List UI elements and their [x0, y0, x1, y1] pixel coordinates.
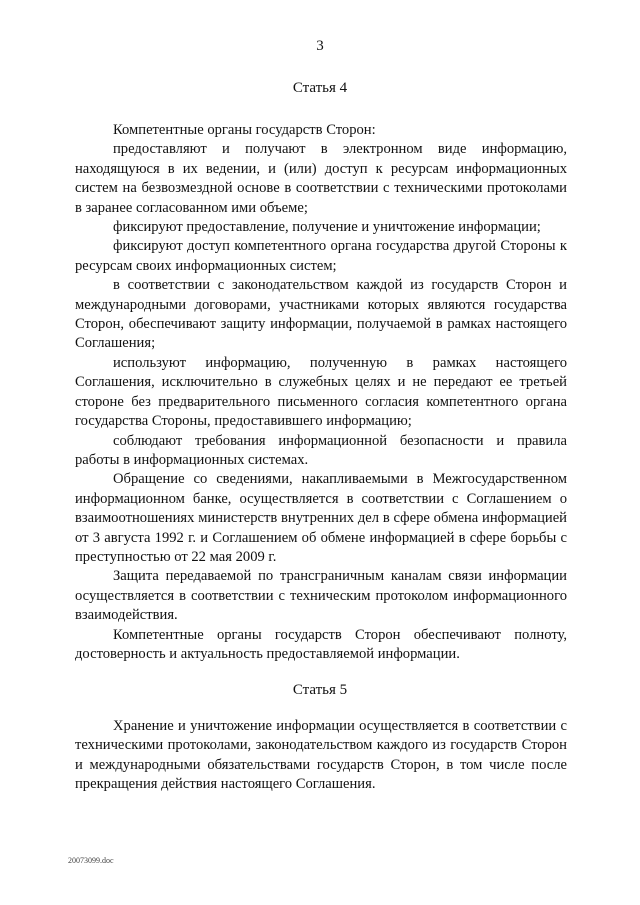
- document-file-code: 20073099.doc: [68, 856, 114, 865]
- article-5-body: [75, 717, 567, 795]
- article-5-heading: Статья 5: [292, 682, 348, 698]
- article-5-paragraph: Хранение и уничтожение информации осуществляется в соответствии с техническими протоколами, законодательством каждого из государств Сторон и международными обязательствами государств Сторон, в том числе после прекращения действия настоящего Соглашения.: [75, 718, 567, 793]
- article-4-paragraph: фиксируют доступ компетентного органа государства другой Стороны к ресурсам своих информационных систем;: [75, 238, 567, 274]
- article-4-body: [75, 121, 567, 664]
- article-4-paragraph: предоставляют и получают в электронном виде информацию, находящуюся в их ведении, и (или) доступ к ресурсам информационных систем на безвозмездной основе в соответствии с техническими протоколами в заранее согласованном ими объеме;: [75, 141, 567, 216]
- article-4-paragraph: Компетентные органы государств Сторон обеспечивают полноту, достоверность и актуальность предоставляемой информации.: [75, 626, 567, 662]
- article-4-heading: Статья 4: [292, 80, 348, 96]
- article-4-paragraph: Обращение со сведениями, накапливаемыми в Межгосударственном информационном банке, осуществляется в соответствии с Соглашением о взаимоотношениях министерств внутренних дел в сфере обмена информацией от 3 августа 1992 г. и Соглашением об обмене информацией в сфере борьбы с преступностью от 22 мая 2009 г.: [75, 471, 567, 565]
- article-4-paragraph: Защита передаваемой по трансграничным каналам связи информации осуществляется в соответствии с техническим протоколом информационного взаимодействия.: [75, 568, 567, 624]
- article-4-paragraph: используют информацию, полученную в рамках настоящего Соглашения, исключительно в служебных целях и не передают ее третьей стороне без предварительного письменного согласия компетентного органа государства Стороны, предоставившего информацию;: [75, 354, 567, 430]
- page-number: 3: [316, 38, 324, 54]
- article-4-paragraph: в соответствии с законодательством каждой из государств Сторон и международными договорами, участниками которых являются государства Сторон, обеспечивают защиту информации, получаемой в рамках настоящего Соглашения;: [75, 277, 567, 352]
- article-4-paragraph: фиксируют предоставление, получение и уничтожение информации;: [113, 219, 541, 236]
- article-4-paragraph: соблюдают требования информационной безопасности и правила работы в информационных системах.: [75, 432, 567, 468]
- article-4-paragraph: Компетентные органы государств Сторон:: [113, 122, 376, 138]
